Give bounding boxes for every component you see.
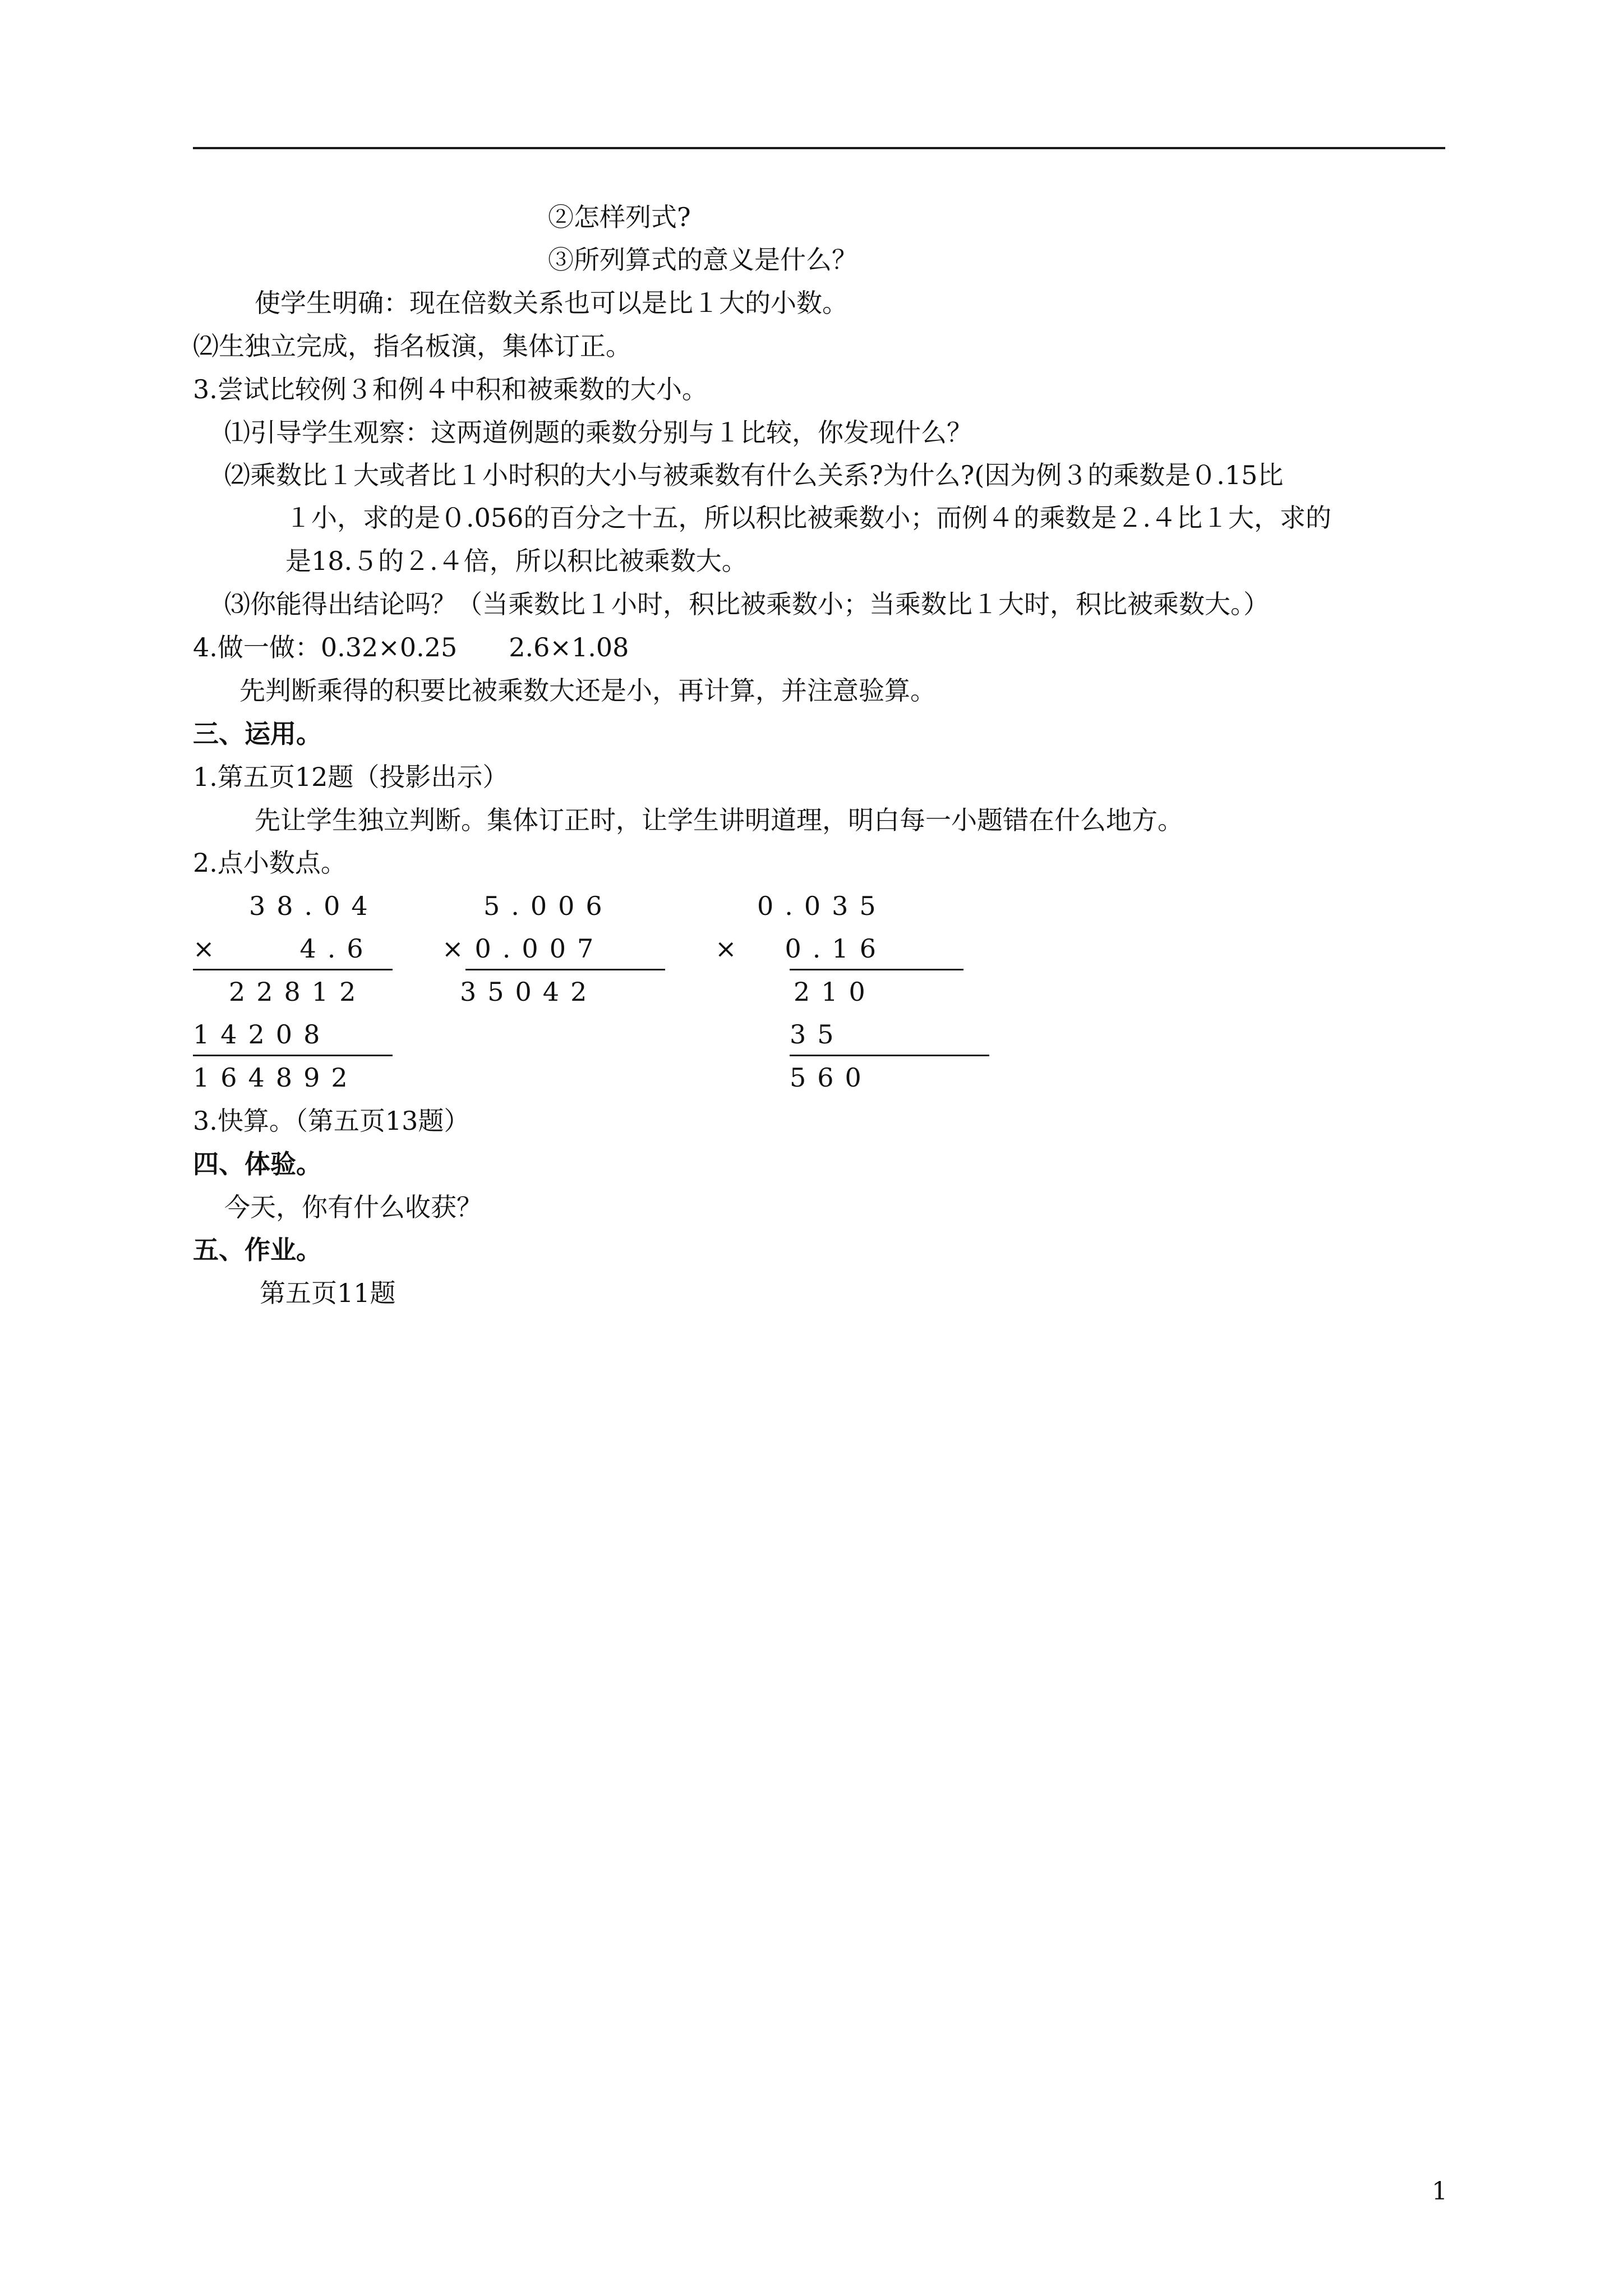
item-4: 4.做一做：0.32×0.25 2.6×1.08 — [193, 632, 629, 662]
item-2: 2.点小数点。 — [193, 848, 347, 878]
calc-c-product: 560 — [790, 1062, 873, 1093]
calc-c-multiplier: × 0.16 — [715, 933, 887, 964]
sub-item-2: ⑵乘数比１大或者比１小时积的大小与被乘数有什么关系?为什么?(因为例３的乘数是０.15比 — [224, 460, 1284, 490]
section-heading-4: 四、体验。 — [193, 1149, 322, 1179]
item-1: 1.第五页12题（投影出示） — [193, 762, 509, 792]
calc-c-partial-2: 35 — [790, 1019, 845, 1050]
calc-b-multiplier: ×0.007 — [442, 933, 605, 964]
item-3: 3.尝试比较例３和例４中积和被乘数的大小。 — [193, 374, 708, 404]
calc-a-rule — [193, 1055, 393, 1056]
calc-c-rule — [790, 969, 963, 970]
section-heading-3: 三、运用。 — [193, 719, 322, 749]
calc-b-rule — [465, 969, 665, 970]
calc-a-multiplicand: 38.04 — [249, 891, 379, 921]
question-2: ②怎样列式? — [548, 202, 691, 232]
calc-a-partial-1: 22812 — [229, 977, 367, 1007]
paragraph: ⑵生独立完成，指名板演，集体订正。 — [193, 331, 631, 361]
calc-a-partial-2: 14208 — [193, 1019, 331, 1050]
paragraph: 先判断乘得的积要比被乘数大还是小，再计算，并注意验算。 — [239, 675, 936, 706]
section-heading-5: 五、作业。 — [193, 1235, 322, 1265]
paragraph: 先让学生独立判断。集体订正时，让学生讲明道理，明白每一小题错在什么地方。 — [255, 805, 1183, 835]
paragraph: 今天，你有什么收获？ — [224, 1192, 482, 1222]
sub-item-2-cont: １小，求的是０.056的百分之十五，所以积比被乘数小；而例４的乘数是２.４比１大，求的 — [285, 503, 1332, 533]
calc-c-multiplicand: 0.035 — [757, 891, 887, 921]
calc-a-rule — [193, 969, 393, 970]
sub-item-1: ⑴引导学生观察：这两道例题的乘数分别与１比较，你发现什么？ — [224, 417, 972, 448]
calc-a-multiplier: × 4.6 — [193, 933, 375, 964]
page-number: 1 — [1432, 2177, 1447, 2206]
paragraph: 第五页11题 — [260, 1278, 396, 1308]
calc-a-product: 164892 — [193, 1062, 359, 1093]
item-3: 3.快算。（第五页13题） — [193, 1106, 470, 1136]
sub-item-2-cont: 是18.５的２.４倍，所以积比被乘数大。 — [285, 546, 748, 576]
question-3: ③所列算式的意义是什么？ — [548, 245, 857, 275]
calc-b-product: 35042 — [460, 977, 598, 1007]
calc-b-multiplicand: 5.006 — [483, 891, 614, 921]
header-rule — [193, 147, 1445, 149]
sub-item-3: ⑶你能得出结论吗？（当乘数比１小时，积比被乘数小；当乘数比１大时，积比被乘数大。） — [224, 589, 1269, 619]
paragraph: 使学生明确：现在倍数关系也可以是比１大的小数。 — [255, 288, 848, 318]
calc-c-rule — [790, 1055, 989, 1056]
calc-c-partial-1: 210 — [794, 977, 877, 1007]
